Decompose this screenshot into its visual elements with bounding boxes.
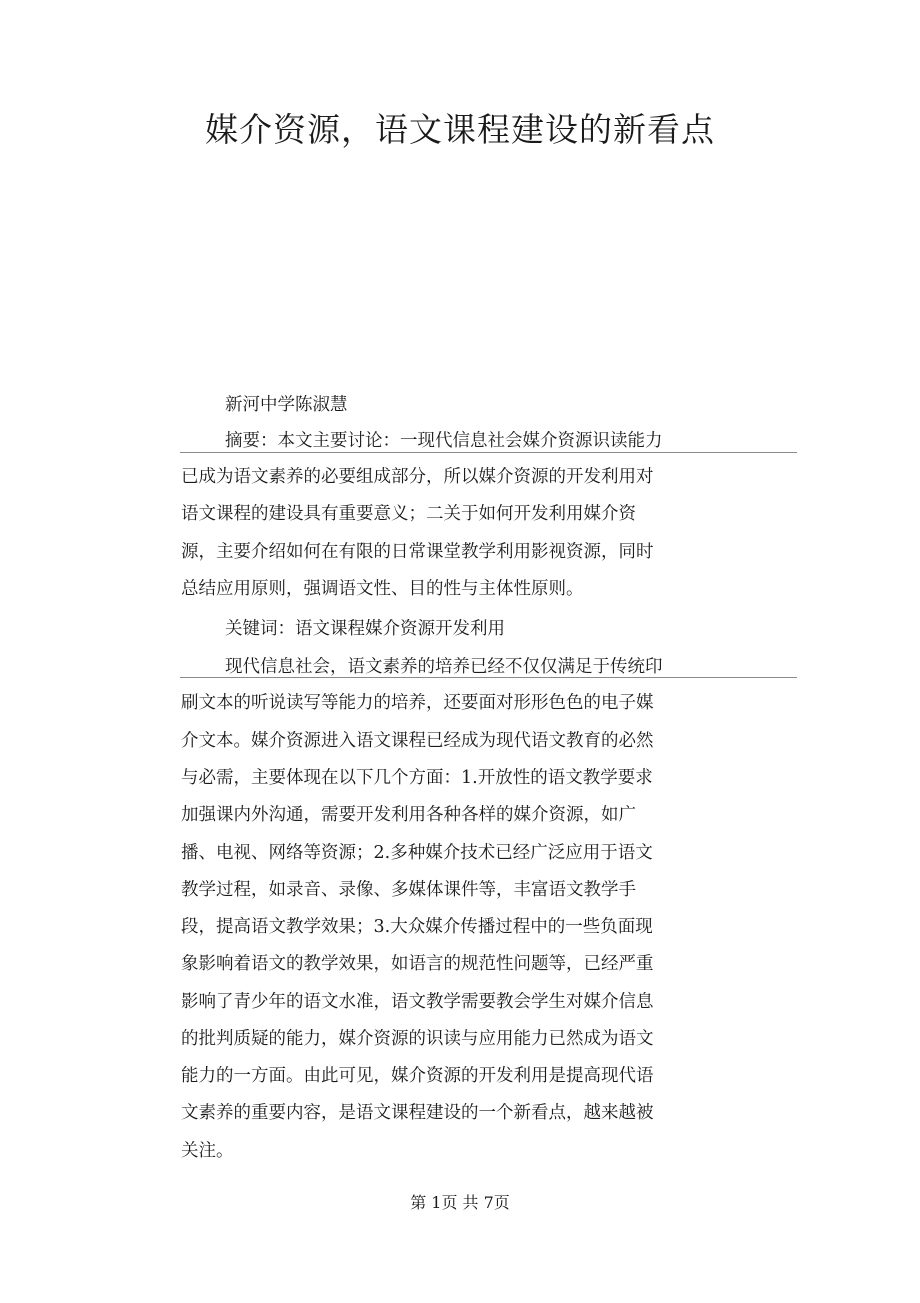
author-line: 新河中学陈淑慧 xyxy=(225,395,348,415)
document-title: 媒介资源，语文课程建设的新看点 xyxy=(205,110,715,149)
body-line: 象影响着语文的教学效果，如语言的规范性问题等，已经严重 xyxy=(181,954,654,974)
body-line: 关注。 xyxy=(181,1141,234,1161)
abstract-line: 摘要：本文主要讨论：一现代信息社会媒介资源识读能力 xyxy=(225,431,663,451)
body-line: 刷文本的听说读写等能力的培养，还要面对形形色色的电子媒 xyxy=(181,693,654,713)
page-footer: 第 1页 共 7页 xyxy=(410,1193,510,1212)
abstract-line: 已成为语文素养的必要组成部分，所以媒介资源的开发利用对 xyxy=(181,467,654,487)
body-line: 现代信息社会，语文素养的培养已经不仅仅满足于传统印 xyxy=(225,657,663,677)
abstract-line: 语文课程的建设具有重要意义；二关于如何开发利用媒介资 xyxy=(181,504,636,524)
body-line: 段，提高语文教学效果；3.大众媒介传播过程中的一些负面现 xyxy=(181,917,653,937)
body-line: 能力的一方面。由此可见，媒介资源的开发利用是提高现代语 xyxy=(181,1066,654,1086)
body-line: 加强课内外沟通，需要开发利用各种各样的媒介资源，如广 xyxy=(181,805,636,825)
body-line: 文素养的重要内容，是语文课程建设的一个新看点，越来越被 xyxy=(181,1103,654,1123)
divider-line xyxy=(180,677,797,678)
divider-line xyxy=(180,452,797,453)
body-line: 影响了青少年的语文水准，语文教学需要教会学生对媒介信息 xyxy=(181,992,654,1012)
keywords-line: 关键词：语文课程媒介资源开发利用 xyxy=(225,619,505,639)
body-line: 播、电视、网络等资源；2.多种媒介技术已经广泛应用于语文 xyxy=(181,843,653,863)
body-line: 教学过程，如录音、录像、多媒体课件等，丰富语文教学手 xyxy=(181,880,636,900)
body-line: 介文本。媒介资源进入语文课程已经成为现代语文教育的必然 xyxy=(181,731,654,751)
body-line: 与必需，主要体现在以下几个方面：1.开放性的语文教学要求 xyxy=(181,768,653,788)
abstract-line: 源，主要介绍如何在有限的日常课堂教学利用影视资源，同时 xyxy=(181,542,654,562)
body-line: 的批判质疑的能力，媒介资源的识读与应用能力已然成为语文 xyxy=(181,1029,654,1049)
abstract-line: 总结应用原则，强调语文性、目的性与主体性原则。 xyxy=(181,579,584,599)
